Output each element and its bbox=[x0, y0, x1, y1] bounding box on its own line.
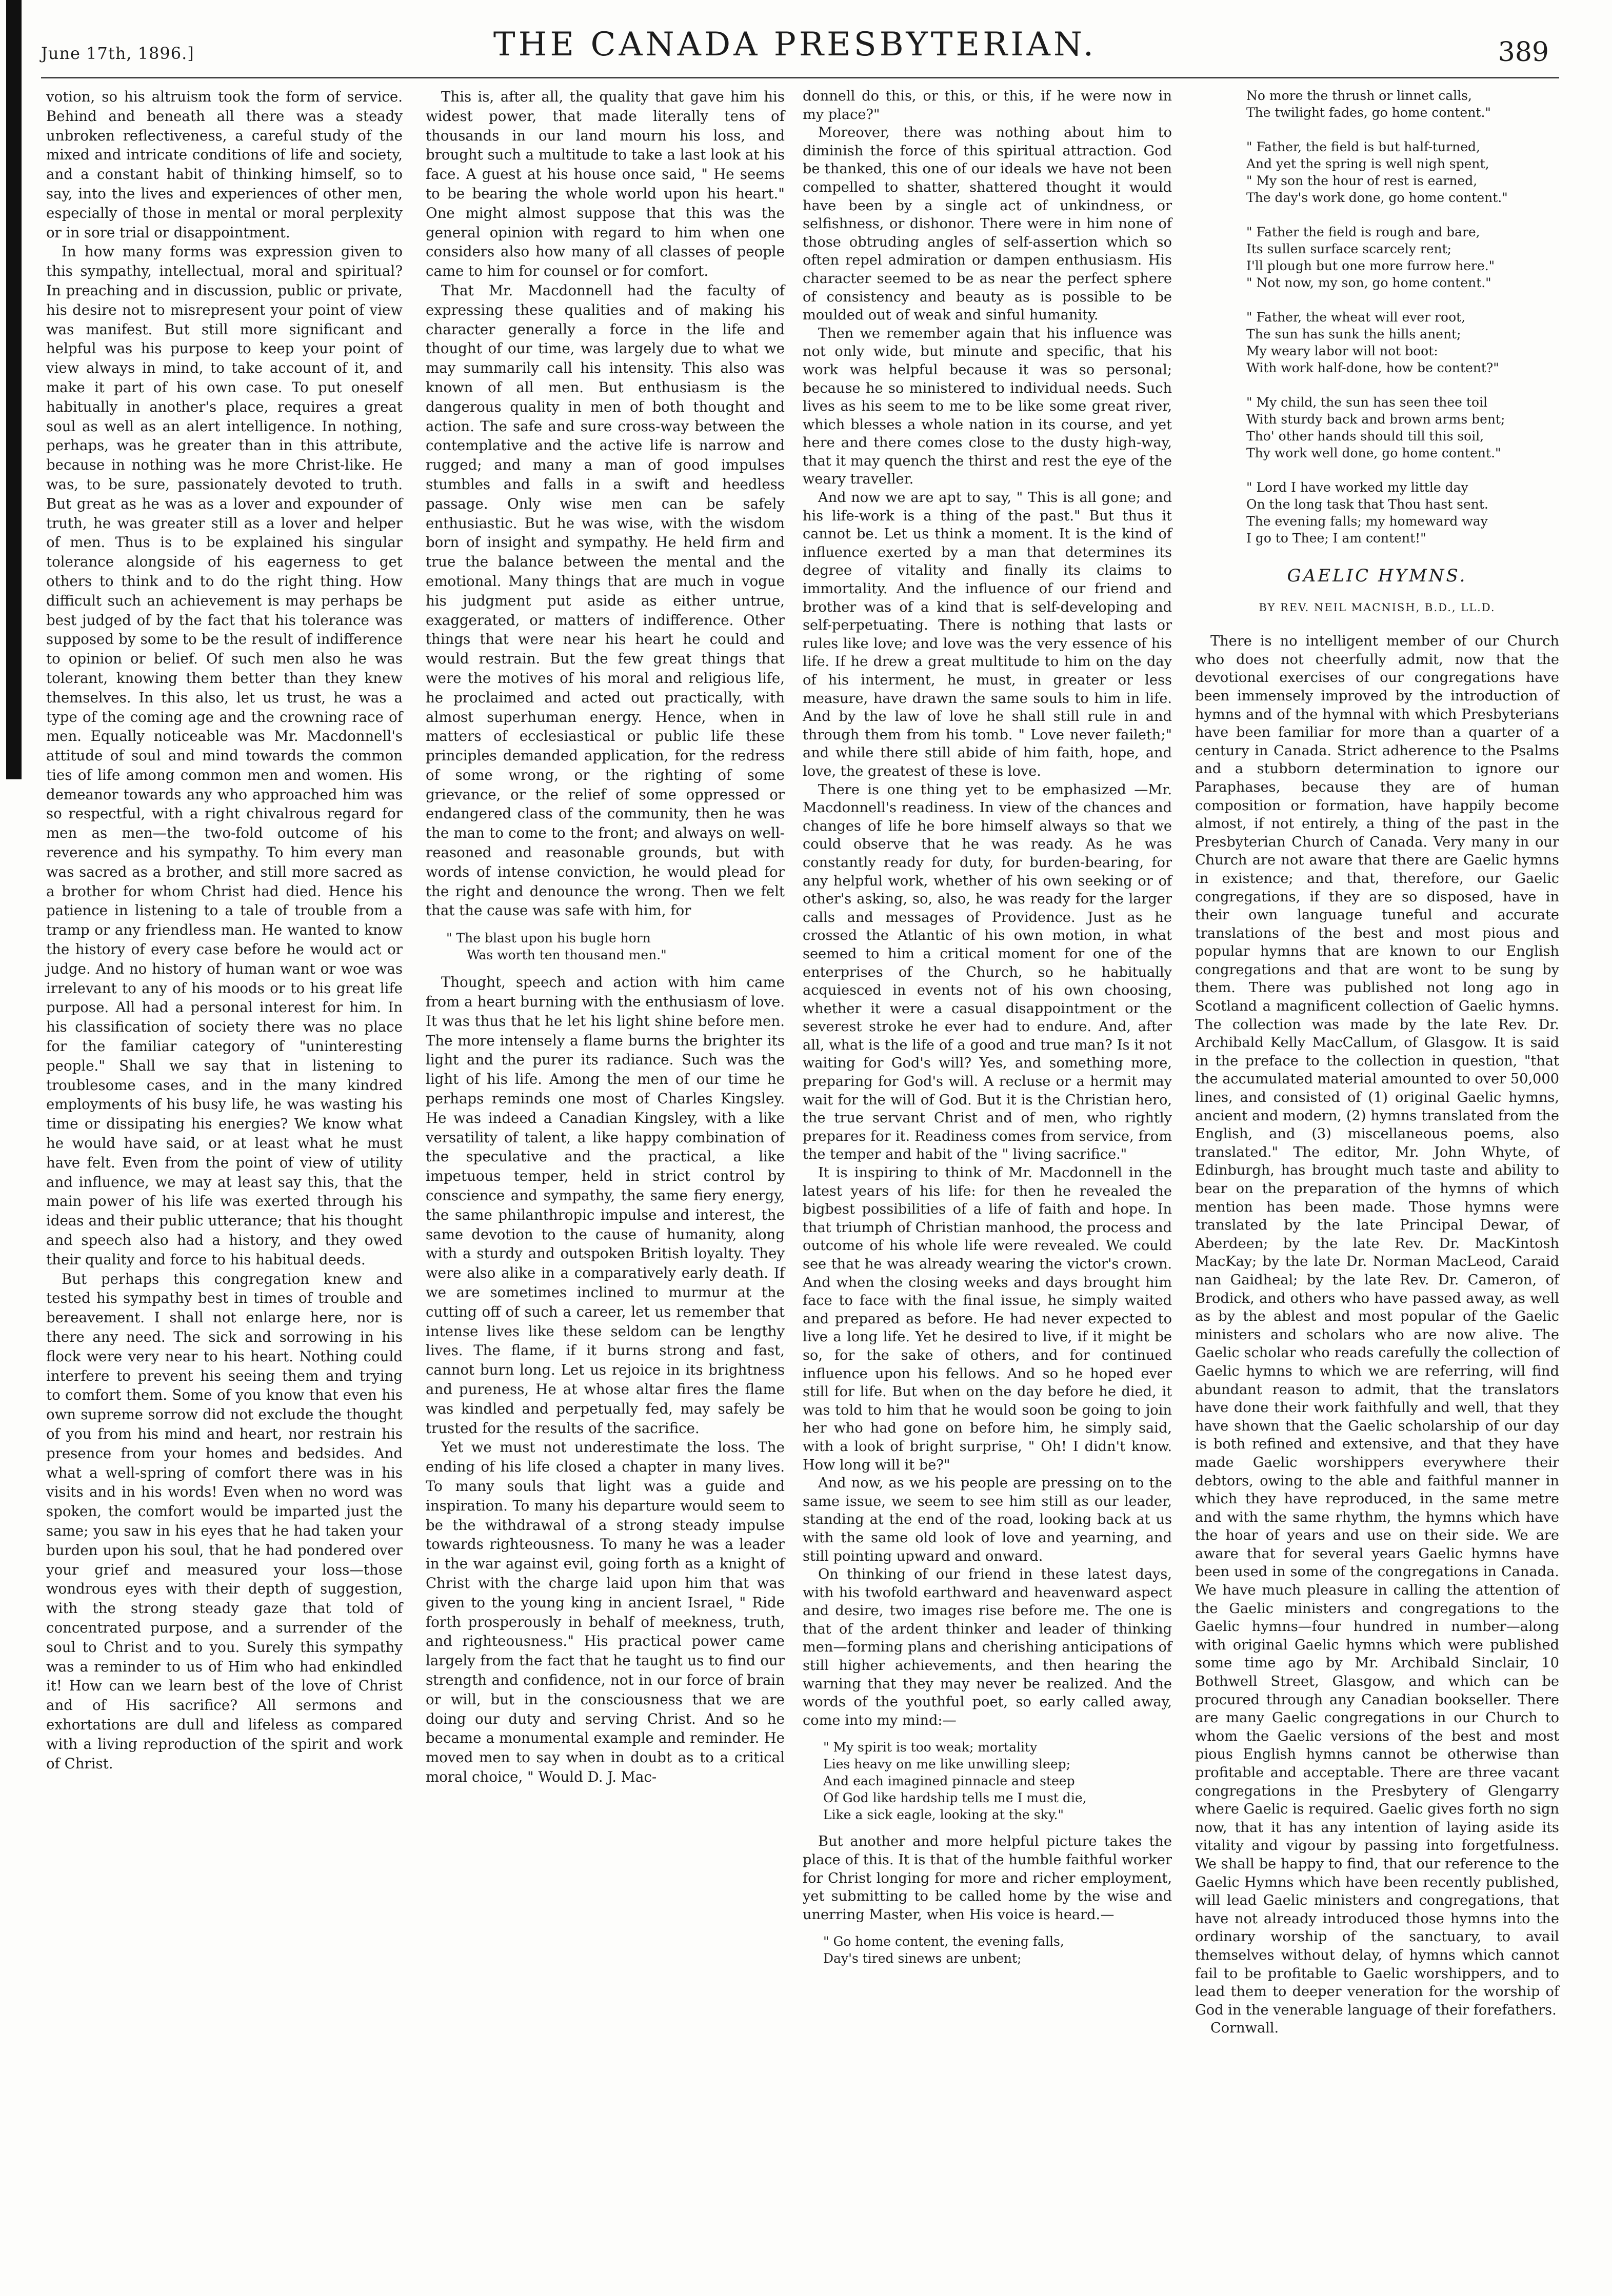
poem-line: The day's work done, go home content." bbox=[1246, 190, 1508, 205]
column-2 bbox=[426, 87, 785, 1787]
verse-line: Was worth ten thousand men." bbox=[467, 948, 667, 963]
poem-line: " Father, the wheat will ever root, bbox=[1246, 310, 1466, 325]
poem-line: On the long task that Thou hast sent. bbox=[1246, 497, 1488, 512]
poem-stanza bbox=[1246, 394, 1559, 461]
poem-stanza bbox=[1246, 479, 1559, 547]
poem-line: " Father the field is rough and bare, bbox=[1246, 225, 1480, 239]
poem-line: " Father, the field is but half-turned, bbox=[1246, 139, 1480, 154]
poem-line: Tho' other hands should till this soil, bbox=[1246, 429, 1484, 444]
poem-line: Its sullen surface scarcely rent; bbox=[1246, 241, 1452, 256]
column-3 bbox=[803, 87, 1172, 1976]
paragraph: Thought, speech and action with him came from a heart burning with the enthusiasm of love. It was thus that he let his light shine before men. The more intensely a flame burns the brighter its light and the purer its radiance. Such was the light of his life. Among the men of our time he perhaps reminds one most of Charles Kingsley. He was indeed a Canadian Kingsley, with a like versatility of talent, a like happy combination of the speculative and the practical, a like impetuous temper, held in strict control by conscience and sympathy, the same fiery energy, the same philanthropic impulse and interest, the same devotion to the cause of humanity, along with a sturdy and outspoken British loyalty. They were also alike in a comparatively early death. If we are sometimes inclined to murmur at the cutting off of such a career, let us remember that intense lives like these seldom can be lengthy lives. The flame, if it burns strong and fast, cannot burn long. Let us rejoice in its brightness and pureness, He at whose altar fires the flame was kindled and perpetually fed, may safely be trusted for the results of the sacrifice. bbox=[426, 974, 785, 1437]
verse-line: Of God like hardship tells me I must die, bbox=[823, 1790, 1087, 1806]
header-rule bbox=[41, 77, 1559, 78]
paragraph: There is no intelligent member of our Church who does not cheerfully admit, now that the devotional exercises of our congregations have been immensely improved by the introduction of hymns and of the hymnal with which Presbyterians have been familiar for more than a quarter of a century in Canada. Strict adherence to the Psalms and a stubborn determination to ignore our Paraphases, because they are of human composition or formation, have happily become almost, if not entirely, a thing of the past in the Presbyterian Church of Canada. Very many in our Church are not aware that there are Gaelic hymns in existence; and that, therefore, our Gaelic congregations, if they are so disposed, have in their own language tuneful and accurate translations of the best and most pious and popular hymns that are known to our English congregations and that are wont to be sung by them. There was published not long ago in Scotland a magnificent collection of Gaelic hymns. The collection was made by the late Rev. Dr. Archibald Kelly MacCallum, of Glasgow. It is said in the preface to the collection in question, "that the accumulated material amounted to over 50,000 lines, and consisted of (1) original Gaelic hymns, ancient and modern, (2) hymns translated from the English, and (3) miscellaneous poems, also translated." The editor, Mr. John Whyte, of Edinburgh, has brought much taste and ability to bear on the preparation of the hymns of which mention has been made. Those hymns were translated by the late Principal Dewar, of Aberdeen; by the late Rev. Dr. MacKintosh MacKay; by the late Dr. Norman MacLeod, Caraid nan Gaidheal; by the late Rev. Dr. Cameron, of Brodick, and others who have passed away, as well as by the ablest and most popular of the Gaelic ministers and scholars who are now alive. The Gaelic scholar who reads carefully the collection of Gaelic hymns to which we are referring, will find abundant reason to admit, that the translators have done their work faithfully and well, that they have shown that the Gaelic scholarship of our day is both refined and extensive, and that they have made Gaelic worshippers everywhere their debtors, owing to the able and faithful manner in which they have reproduced, in the same metre and with the same rhythm, the hymns which have the hoar of years and use on their side. We are aware that for several years Gaelic hymns have been used in some of the congregations in Canada. We have much pleasure in calling the attention of the Gaelic ministers and congregations to the Gaelic hymns—four hundred in number—along with original Gaelic hymns which were published some time ago by Mr. Archibald Sinclair, 10 Bothwell Street, Glasgow, and which can be procured through any Canadian bookseller. There are many Gaelic congregations in our Church to whom the Gaelic versions of the best and most pious English hymns cannot be otherwise than profitable and acceptable. There are three vacant congregations in the Presbytery of Glengarry where Gaelic is required. Gaelic gives forth no sign now, that it has any intention of laying aside its vitality and vigour by passing into forgetfulness. We shall be happy to find, that our reference to the Gaelic Hymns which have been recently published, will lead Gaelic ministers and congregations, that have not already introduced those hymns into the ordinary worship of the sanctuary, to avail themselves without delay, of hymns which cannot fail to be profitable to Gaelic worshippers, and to lead them to deeper veneration for the worship of God in the venerable language of their forefathers. bbox=[1195, 633, 1559, 2018]
poem-stanza bbox=[1246, 309, 1559, 376]
poem-line: I go to Thee; I am content!" bbox=[1246, 531, 1426, 546]
poem-line: My weary labor will not boot: bbox=[1246, 344, 1438, 358]
paragraph: It is inspiring to think of Mr. Macdonnell in the latest years of his life: for then he revealed the bigbest possibilities of a life of faith and hope. In that triumph of Christian manhood, the process and outcome of his whole life were revealed. We could see that he was already wearing the victor's crown. And when the closing weeks and days brought him face to face with the final issue, he simply waited and prepared as before. He had never expected to live a long life. Yet he desired to live, if it might be so, for the sake of others, and for continued influence upon his fellows. And so he hoped ever still for life. But when on the day before he died, it was told to him that he would soon be going to join her who had gone on before him, he simply said, with a look of bright surprise, " Oh! I didn't know. How long will it be?" bbox=[803, 1165, 1172, 1473]
poem-stanza bbox=[1246, 224, 1559, 291]
verse-quote bbox=[823, 1933, 1172, 1967]
paragraph: That Mr. Macdonnell had the faculty of expressing these qualities and of making his character generally a force in the life and thought of our time, was largely due to what we may summarily call his intensity. This also was known of all men. But enthusiasm is the dangerous quality in men of both thought and action. The safe and sure cross-way between the contemplative and the active life is narrow and rugged; and many a man of good impulses stumbles and falls in a swift and heedless passage. Only wise men can be safely enthusiastic. But he was wise, with the wisdom born of insight and sympathy. He held firm and true the balance between the mental and the emotional. Many things that are much in vogue his judgment put aside as either untrue, exaggerated, or matters of indifference. Other things that were near his heart he could and would restrain. But the few great things that were the motives of his moral and religious life, he proclaimed and acted out practically, with almost superhuman energy. Hence, when in matters of ecclesiastical or public life these principles demanded application, for the redress of some wrong, or the righting of some grievance, or the relief of some oppressed or endangered class of the community, then he was the man to come to the front; and always on well-reasoned and reasonable grounds, but with words of intense conviction, he would plead for the right and denounce the wrong. Then we felt that the cause was safe with him, for bbox=[426, 281, 785, 919]
poem-stanza bbox=[1246, 138, 1559, 206]
paragraph: And now, as we his people are pressing on to the same issue, we seem to see him still as our leader, standing at the end of the road, looking back at us with the same old look of love and yearning, and still pointing upward and onward. bbox=[803, 1475, 1172, 1564]
paragraph: donnell do this, or this, or this, if he were now in my place?" bbox=[803, 88, 1172, 123]
poem-line: " My son the hour of rest is earned, bbox=[1246, 173, 1478, 188]
paragraph: And now we are apt to say, " This is all gone; and his life-work is a thing of the past." But thus it cannot be. Let us think a moment. It is the kind of influence exerted by a man that determines its degree of vitality and finally its claims to immortality. And the influence of our friend and brother was of a kind that is self-developing and self-perpetuating. There is nothing that lasts or rules like love; and love was the very essence of his life. If he drew a great multitude to him on the day of his interment, he must, in greater or less measure, have drawn the same souls to him in life. And by the law of love he shall still rule in and through them from his tomb. " Love never faileth;" and while there still abide of him faith, hope, and love, the greatest of these is love. bbox=[803, 490, 1172, 779]
verse-line: Like a sick eagle, looking at the sky." bbox=[823, 1807, 1064, 1823]
verse-line: And each imagined pinnacle and steep bbox=[823, 1774, 1075, 1789]
paragraph: But perhaps this congregation knew and tested his sympathy best in times of trouble and bereavement. I shall not enlarge here, nor is there any need. The sick and sorrowing in his flock were very near to his heart. Nothing could interfere to prevent his seeing them and trying to comfort them. Some of you know that even his own supreme sorrow did not exclude the thought of you from his mind and heart, nor restrain his presence from your homes and bedsides. And what a well-spring of comfort there was in his visits and in his words! Even when no word was spoken, the comfort would be imparted just the same; you saw in his eyes that he had taken your burden upon his soul, that he had pondered over your grief and measured your loss—those wondrous eyes with their depth of suggestion, with the strong steady gaze that told of concentrated purpose, and a surrender of the soul to Christ and to you. Surely this sympathy was a reminder to us of Him who had enkindled it! How can we learn best of the love of Christ and of His sacrifice? All sermons and exhortations are dull and lifeless as compared with a living reproduction of the spirit and work of Christ. bbox=[46, 1270, 403, 1772]
verse-line: Day's tired sinews are unbent; bbox=[823, 1951, 1022, 1966]
poem-line: " Lord I have worked my little day bbox=[1246, 480, 1468, 495]
column-4 bbox=[1195, 87, 1559, 2038]
poem-line: No more the thrush or linnet calls, bbox=[1246, 88, 1472, 103]
verse-line: Lies heavy on me like unwilling sleep; bbox=[823, 1757, 1071, 1772]
article-signoff: Cornwall. bbox=[1210, 2020, 1279, 2037]
paragraph: Yet we must not underestimate the loss. The ending of his life closed a chapter in many lives. To many souls that light was a guide and inspiration. To many his departure would seem to be the withdrawal of a strong steady impulse towards righteousness. To many he was a leader in the war against evil, going forth as a knight of Christ with the charge laid upon him that was given to the young king in ancient Israel, " Ride forth prosperously in behalf of meekness, truth, and righteousness." His practical power came largely from the fact that he taught us to find our strength and confidence, not in our force of brain or will, but in the consciousness that we are doing our duty and serving Christ. And so he became a monumental example and reminder. He moved men to say when in doubt as to a critical moral choice, " Would D. J. Mac- bbox=[426, 1439, 785, 1785]
paragraph: votion, so his altruism took the form of service. Behind and beneath all there was a steady unbroken reflectiveness, a careful study of the mixed and intricate conditions of life and society, and a constant habit of thinking himself, so to say, into the lives and experiences of other men, especially of those in mental or moral perplexity or in sore trial or disappointment. bbox=[46, 88, 403, 241]
verse-line: " The blast upon his bugle horn bbox=[446, 931, 651, 946]
poem-line: I'll plough but one more furrow here." bbox=[1246, 258, 1495, 273]
scan-margin-bar bbox=[6, 0, 22, 779]
verse-quote bbox=[823, 1739, 1172, 1823]
column-1 bbox=[46, 87, 403, 1773]
paragraph: But another and more helpful picture takes the place of this. It is that of the humble faithful worker for Christ longing for more and richer employment, yet submitting to be called home by the wise and unerring Master, when His voice is heard.— bbox=[803, 1834, 1172, 1923]
paragraph: Then we remember again that his influence was not only wide, but minute and specific, that his work was helpful because it was so personal; because he so ministered to individual needs. Such lives as his seem to me to be like some great river, which blesses a whole nation in its course, and yet here and there comes close to the dusty high-way, that it may quench the thirst and rest the eye of the weary traveller. bbox=[803, 325, 1172, 488]
paragraph: There is one thing yet to be emphasized —Mr. Macdonnell's readiness. In view of the chances and changes of life he bore himself always so that we could observe that he was ready. As he was constantly ready for duty, for burden-bearing, for any helpful work, whether of his own seeking or of other's asking, so, also, he was ready for the larger calls and messages of Providence. Just as he crossed the Atlantic of his own motion, in what seemed to him a critical moment for one of the enterprises of the Church, so he habitually acquiesced in events not of his own choosing, whether it were a casual disappointment or the severest stroke he ever had to endure. And, after all, what is the life of a good and true man? Is it not waiting for God's will? Yes, and something more, preparing for God's will. A recluse or a hermit may wait for the will of God. But it is the Christian hero, the true servant Christ and of men, who rightly prepares for it. Readiness comes from service, from the temper and habit of the " living sacrifice." bbox=[803, 781, 1172, 1163]
paragraph: This is, after all, the quality that gave him his widest power, that made literally tens of thousands in our land mourn his loss, and brought such a multitude to take a last look at his face. A guest at his house once said, " He seems to be bearing the whole world upon his heart." One might almost suppose that this was the general opinion with regard to him when one considers also how many of all classes of people came to him for counsel or for comfort. bbox=[426, 88, 785, 280]
article-byline: BY REV. NEIL MACNISH, B.D., LL.D. bbox=[1259, 601, 1496, 614]
verse-line: " My spirit is too weak; mortality bbox=[823, 1740, 1038, 1755]
poem-line: " My child, the sun has seen thee toil bbox=[1246, 395, 1487, 410]
poem-stanza bbox=[1246, 87, 1559, 121]
poem bbox=[1195, 87, 1559, 547]
poem-line: The twilight fades, go home content." bbox=[1246, 105, 1491, 120]
issue-date: June 17th, 1896.] bbox=[41, 44, 194, 63]
page-header bbox=[41, 21, 1549, 67]
publication-title: THE CANADA PRESBYTERIAN. bbox=[493, 26, 1097, 64]
paragraph: Moreover, there was nothing about him to diminish the force of this spiritual attraction. God be thanked, this one of our ideals we have not been compelled to shatter, shattered thought it would have been by a single act of unkindness, or selfishness, or dishonor. There were in him none of those obtruding angles of self-assertion which so often repel admiration or dampen enthusiasm. His character seemed to be as near the perfect sphere of consistency and beauty as is possible to be moulded out of weak and sinful humanity. bbox=[803, 125, 1172, 324]
paragraph: On thinking of our friend in these latest days, with his twofold earthward and heavenward aspect and desire, two images rise before me. The one is that of the ardent thinker and leader of thinking men—forming plans and cherishing anticipations of still higher achievements, and then hearing the warning that they may never be realized. And the words of the youthful poet, so early called away, come into my mind:— bbox=[803, 1566, 1172, 1728]
poem-line: With sturdy back and brown arms bent; bbox=[1246, 412, 1505, 427]
verse-quote bbox=[446, 930, 785, 963]
poem-line: " Not now, my son, go home content." bbox=[1246, 275, 1491, 290]
page-number: 389 bbox=[1498, 37, 1549, 68]
paragraph: In how many forms was expression given to this sympathy, intellectual, moral and spiritual? In preaching and in discussion, public or private, his desire not to misrepresent your point of view was manifest. But still more significant and helpful was his purpose to keep your point of view always in mind, to take account of it, and make it part of his own case. To put oneself habitually in another's place, requires a great soul as well as an alert intelligence. In nothing, perhaps, was he greater than in this attribute, because in nothing was he more Christ-like. He was, to be sure, passionately devoted to truth. But great as he was as a lover and expounder of truth, he was greater still as a lover and helper of men. Thus is to be explained his singular tolerance alongside of his eagerness to get others to think and to do the right thing. How difficult such an achievement is may perhaps be best judged of by the fact that his tolerance was supposed by some to be the result of indifference to opinion or belief. Of such men also he was tolerant, knowing them better than they knew themselves. In this also, let us trust, he was a type of the coming age and the crowning race of men. Equally noticeable was Mr. Macdonnell's attitude of soul and mind towards the common ties of life among common men and women. His demeanor towards any who approached him was so respectful, with a right chivalrous regard for men as men—the two-fold outcome of his reverence and his sympathy. To him every man was sacred as a brother, and still more sacred as a brother for whom Christ had died. Hence his patience in listening to a tale of trouble from a tramp or any friendless man. He wanted to know the history of every case before he would act or judge. And no history of human want or woe was irrelevant to any of his moods or to his great life purpose. All had a personal interest for him. In his classification of society there was no place for the familiar category of "uninteresting people." Shall we say that in listening to troublesome cases, and in the many kindred employments of his busy life, he was wasting his time or dissipating his energies? We know what he would have said, or at least what he must have felt. Even from the point of view of utility and influence, we may at least say this, that the main power of his life was exerted through his ideas and their public utterance; that his thought and speech also had a history, and they owed their quality and force to his habitual deeds. bbox=[46, 243, 403, 1268]
poem-line: The evening falls; my homeward way bbox=[1246, 514, 1488, 529]
verse-line: " Go home content, the evening falls, bbox=[823, 1934, 1064, 1949]
article-title: GAELIC HYMNS. bbox=[1287, 566, 1467, 586]
poem-line: And yet the spring is well nigh spent, bbox=[1246, 156, 1489, 171]
poem-line: With work half-done, how be content?" bbox=[1246, 360, 1499, 375]
poem-line: Thy work well done, go home content." bbox=[1246, 446, 1501, 460]
poem-line: The sun has sunk the hills anent; bbox=[1246, 327, 1461, 341]
